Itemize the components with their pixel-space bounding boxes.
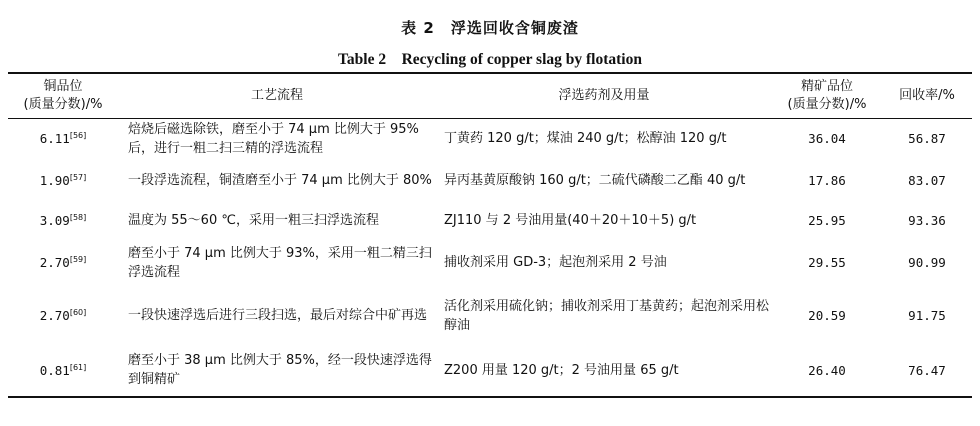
header-copper-grade <box>8 73 118 119</box>
cell-concentrate-grade: 25.95 <box>808 213 846 228</box>
table-row <box>8 287 972 345</box>
citation-ref: [60] <box>69 307 87 317</box>
grade-value: 3.09 <box>39 213 70 228</box>
header-concentrate-grade <box>772 73 882 119</box>
table-row <box>8 159 972 203</box>
header-row <box>8 73 972 119</box>
flotation-table <box>8 72 972 398</box>
cell-copper-grade <box>8 203 118 239</box>
header-recovery: 回收率/% <box>899 88 955 103</box>
cell-recovery: 90.99 <box>908 255 946 270</box>
cell-recovery: 93.36 <box>908 213 946 228</box>
header-concentrate-line1: 精矿品位 <box>800 79 853 94</box>
cell-recovery: 91.75 <box>908 308 946 323</box>
grade-value: 0.81 <box>39 362 70 378</box>
table-body <box>8 119 972 397</box>
cell-process <box>118 287 436 345</box>
cell-recovery: 83.07 <box>908 173 946 188</box>
cell-copper-grade <box>8 345 118 397</box>
cell-copper-grade <box>8 159 118 203</box>
header-concentrate-line2: (质量分数)/% <box>787 97 867 112</box>
cell-reagents <box>436 203 772 239</box>
process-text: 温度为 55～60 ℃，采用一粗三扫浮选流程 <box>128 213 379 228</box>
table-row <box>8 239 972 287</box>
process-text: 磨至小于 38 μm 比例大于 85%，经一段快速浮选得到铜精矿 <box>128 353 432 387</box>
reagents-text: 捕收剂采用 GD-3；起泡剂采用 2 号油 <box>444 255 667 270</box>
table-header <box>8 73 972 119</box>
cell-concentrate-grade: 20.59 <box>808 308 846 323</box>
cell-reagents <box>436 287 772 345</box>
cell-reagents <box>436 345 772 397</box>
header-copper-grade-line2: (质量分数)/% <box>23 97 103 112</box>
cell-copper-grade <box>8 287 118 345</box>
cell-process <box>118 345 436 397</box>
table-row <box>8 203 972 239</box>
cell-process <box>118 239 436 287</box>
process-text: 一段快速浮选后进行三段扫选，最后对综合中矿再选 <box>128 308 428 323</box>
reagents-text: 活化剂采用硫化钠；捕收剂采用丁基黄药；起泡剂采用松醇油 <box>444 298 770 333</box>
citation-ref: [59] <box>69 254 87 264</box>
process-text: 焙烧后磁选除铁，磨至小于 74 μm 比例大于 95%后，进行一粗二扫三精的浮选流程 <box>128 121 419 156</box>
cell-reagents <box>436 239 772 287</box>
reagents-text: ZJ110 与 2 号油用量(40＋20＋10＋5) g/t <box>444 213 697 228</box>
cell-process <box>118 119 436 159</box>
grade-value: 2.70 <box>39 308 70 323</box>
cell-concentrate-grade: 26.40 <box>808 362 846 378</box>
cell-recovery: 76.47 <box>908 362 946 378</box>
table-row <box>8 345 972 397</box>
header-process: 工艺流程 <box>250 88 303 103</box>
cell-process <box>118 203 436 239</box>
grade-value: 2.70 <box>39 255 70 270</box>
process-text: 磨至小于 74 μm 比例大于 93%，采用一粗二精三扫浮选流程 <box>128 245 432 280</box>
citation-ref: [57] <box>69 172 87 182</box>
table-caption-chinese: 表 2 浮选回收含铜废渣 <box>401 19 579 37</box>
cell-recovery: 56.87 <box>908 131 946 147</box>
cell-reagents <box>436 119 772 159</box>
citation-ref: [58] <box>69 212 87 222</box>
cell-copper-grade <box>8 119 118 159</box>
reagents-text: 异丙基黄原酸钠 160 g/t；二硫代磷酸二乙酯 40 g/t <box>444 173 746 188</box>
table-caption-english: Table 2 Recycling of copper slag by flotation <box>338 51 642 68</box>
grade-value: 1.90 <box>39 173 70 188</box>
table-row <box>8 119 972 159</box>
cell-reagents <box>436 159 772 203</box>
header-reagents: 浮选药剂及用量 <box>558 88 650 103</box>
reagents-text: Z200 用量 120 g/t；2 号油用量 65 g/t <box>444 362 679 378</box>
header-copper-grade-line1: 铜品位 <box>43 79 83 94</box>
citation-ref: [61] <box>69 362 87 372</box>
citation-ref: [56] <box>69 131 87 141</box>
grade-value: 6.11 <box>39 131 70 147</box>
cell-process <box>118 159 436 203</box>
process-text: 一段浮选流程，铜渣磨至小于 74 μm 比例大于 80% <box>128 173 432 188</box>
cell-concentrate-grade: 36.04 <box>808 131 846 147</box>
cell-concentrate-grade: 17.86 <box>808 173 846 188</box>
cell-concentrate-grade: 29.55 <box>808 255 846 270</box>
reagents-text: 丁黄药 120 g/t；煤油 240 g/t；松醇油 120 g/t <box>444 131 727 147</box>
cell-copper-grade <box>8 239 118 287</box>
